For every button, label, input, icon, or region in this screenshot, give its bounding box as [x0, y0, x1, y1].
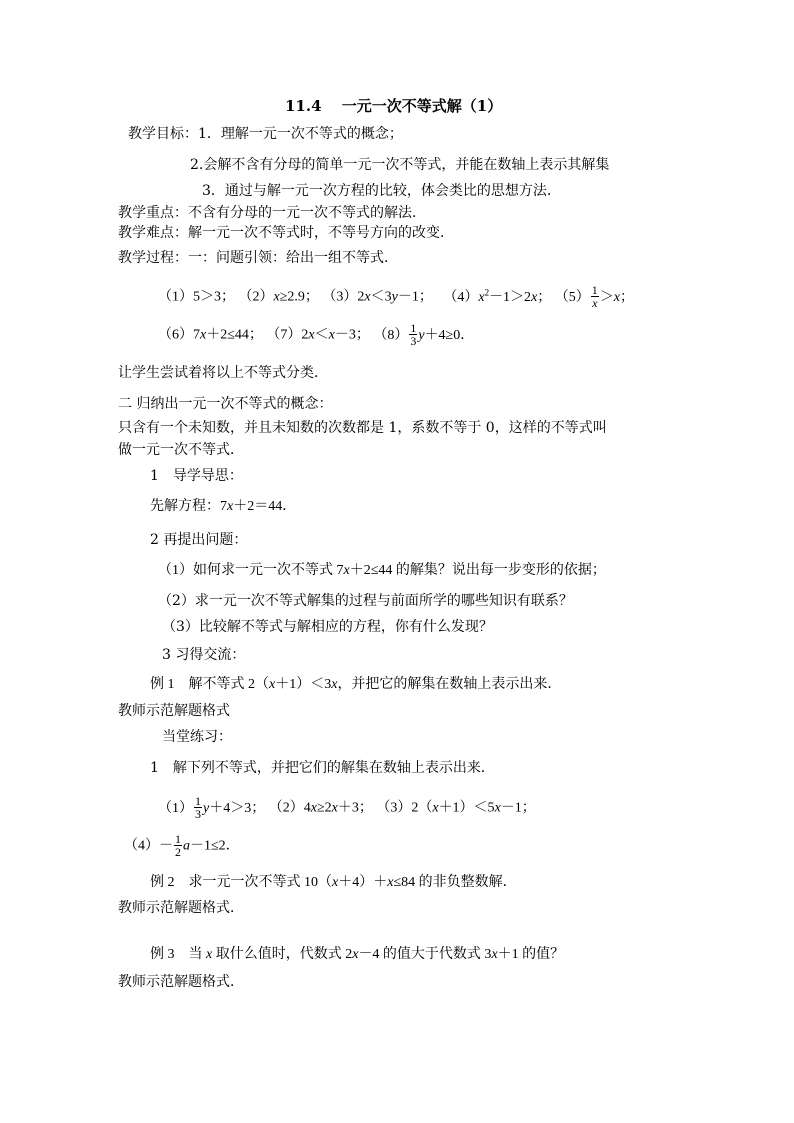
inequality-3: （3）2x＜3y－1； [322, 289, 433, 305]
teacher-demo-1: 教师示范解题格式 [118, 703, 230, 719]
concept-heading: 二 归纳出一元一次不等式的概念： [118, 396, 333, 412]
example-2: 例 2 求一元一次不等式 10（x＋4）＋x≤84 的非负整数解． [150, 875, 517, 890]
objective-1: 1．理解一元一次不等式的概念； [198, 126, 403, 142]
practice-4: （4）－ $\frac{1}{2}$ a－1≤2． [124, 832, 240, 859]
practice-2: （2）4x≥2x＋3； [268, 800, 373, 816]
question-3: （3）比较解不等式与解相应的方程，你有什么发现？ [162, 619, 493, 635]
inequality-5: （5） $\frac{1}{x}$ ＞x； [554, 283, 634, 310]
teaching-difficulty: 教学难点：解一元一次不等式时，不等号方向的改变． [118, 225, 454, 241]
teaching-process: 教学过程：一：问题引领：给出一组不等式． [118, 250, 398, 266]
practice-row-1 [158, 796, 536, 821]
page-title: 11.4 一元一次不等式解（1） [285, 97, 503, 115]
fraction-1-over-2: $\frac{1}{2}$ [175, 832, 181, 859]
question-2: （2）求一元一次不等式解集的过程与前面所学的哪些知识有联系？ [158, 593, 573, 609]
example-1: 例 1 解不等式 2（x＋1）＜3x，并把它的解集在数轴上表示出来． [150, 677, 562, 692]
example-3: 例 3 当 x 取什么值时，代数式 2x－4 的值大于代数式 3x＋1 的值？ [150, 947, 565, 962]
objective-3: 3．通过与解一元一次方程的比较，体会类比的思想方法． [202, 183, 561, 199]
objective-2: 2.会解不含有分母的简单一元一次不等式，并能在数轴上表示其解集 [190, 157, 610, 173]
practice-heading: 当堂练习： [162, 729, 232, 745]
step-1-heading: 1 导学导思： [150, 468, 243, 484]
teaching-focus: 教学重点：不含有分母的一元一次不等式的解法． [118, 205, 426, 221]
inequality-row-2 [158, 323, 474, 348]
practice-1: （1） $\frac{1}{3}$ y＋4＞3； [158, 794, 266, 821]
objectives-label: 教学目标： [128, 126, 198, 142]
fraction-1-over-3: $\frac{1}{3}$ [195, 794, 201, 821]
step-3-heading: 3 习得交流： [162, 647, 246, 663]
concept-definition-1: 只含有一个未知数，并且未知数的次数都是 1，系数不等于 0，这样的不等式叫 [118, 420, 607, 436]
equation-task: 先解方程：7x＋2＝44． [150, 499, 297, 514]
teacher-demo-2: 教师示范解题格式． [118, 900, 244, 916]
inequality-8: （8） $\frac{1}{3}$ y＋4≥0． [373, 321, 475, 348]
objectives-line-1 [128, 124, 403, 144]
inequality-6: （6）7x＋2≤44； [158, 327, 263, 343]
inequality-row-1 [158, 285, 634, 310]
classify-instruction: 让学生尝试着将以上不等式分类． [118, 365, 328, 381]
teacher-demo-3: 教师示范解题格式． [118, 974, 244, 990]
inequality-2: （2）x≥2.9； [238, 289, 319, 305]
inequality-1: （1）5＞3； [158, 289, 235, 305]
question-1: （1）如何求一元一次不等式 7x＋2≤44 的解集？说出每一步变形的依据； [158, 563, 606, 578]
practice-3: （3）2（x＋1）＜5x－1； [376, 800, 536, 816]
concept-definition-2: 做一元一次不等式． [118, 442, 244, 458]
fraction-1-over-3: $\frac{1}{3}$ [410, 321, 417, 348]
practice-instruction: 1 解下列不等式，并把它们的解集在数轴上表示出来． [150, 760, 495, 776]
step-2-heading: 2 再提出问题： [150, 532, 248, 548]
fraction-1-over-x: $\frac{1}{x}$ [591, 283, 598, 310]
inequality-7: （7）2x＜x－3； [266, 327, 370, 343]
inequality-4: $(4)x^2-1>2x$； [443, 287, 552, 305]
